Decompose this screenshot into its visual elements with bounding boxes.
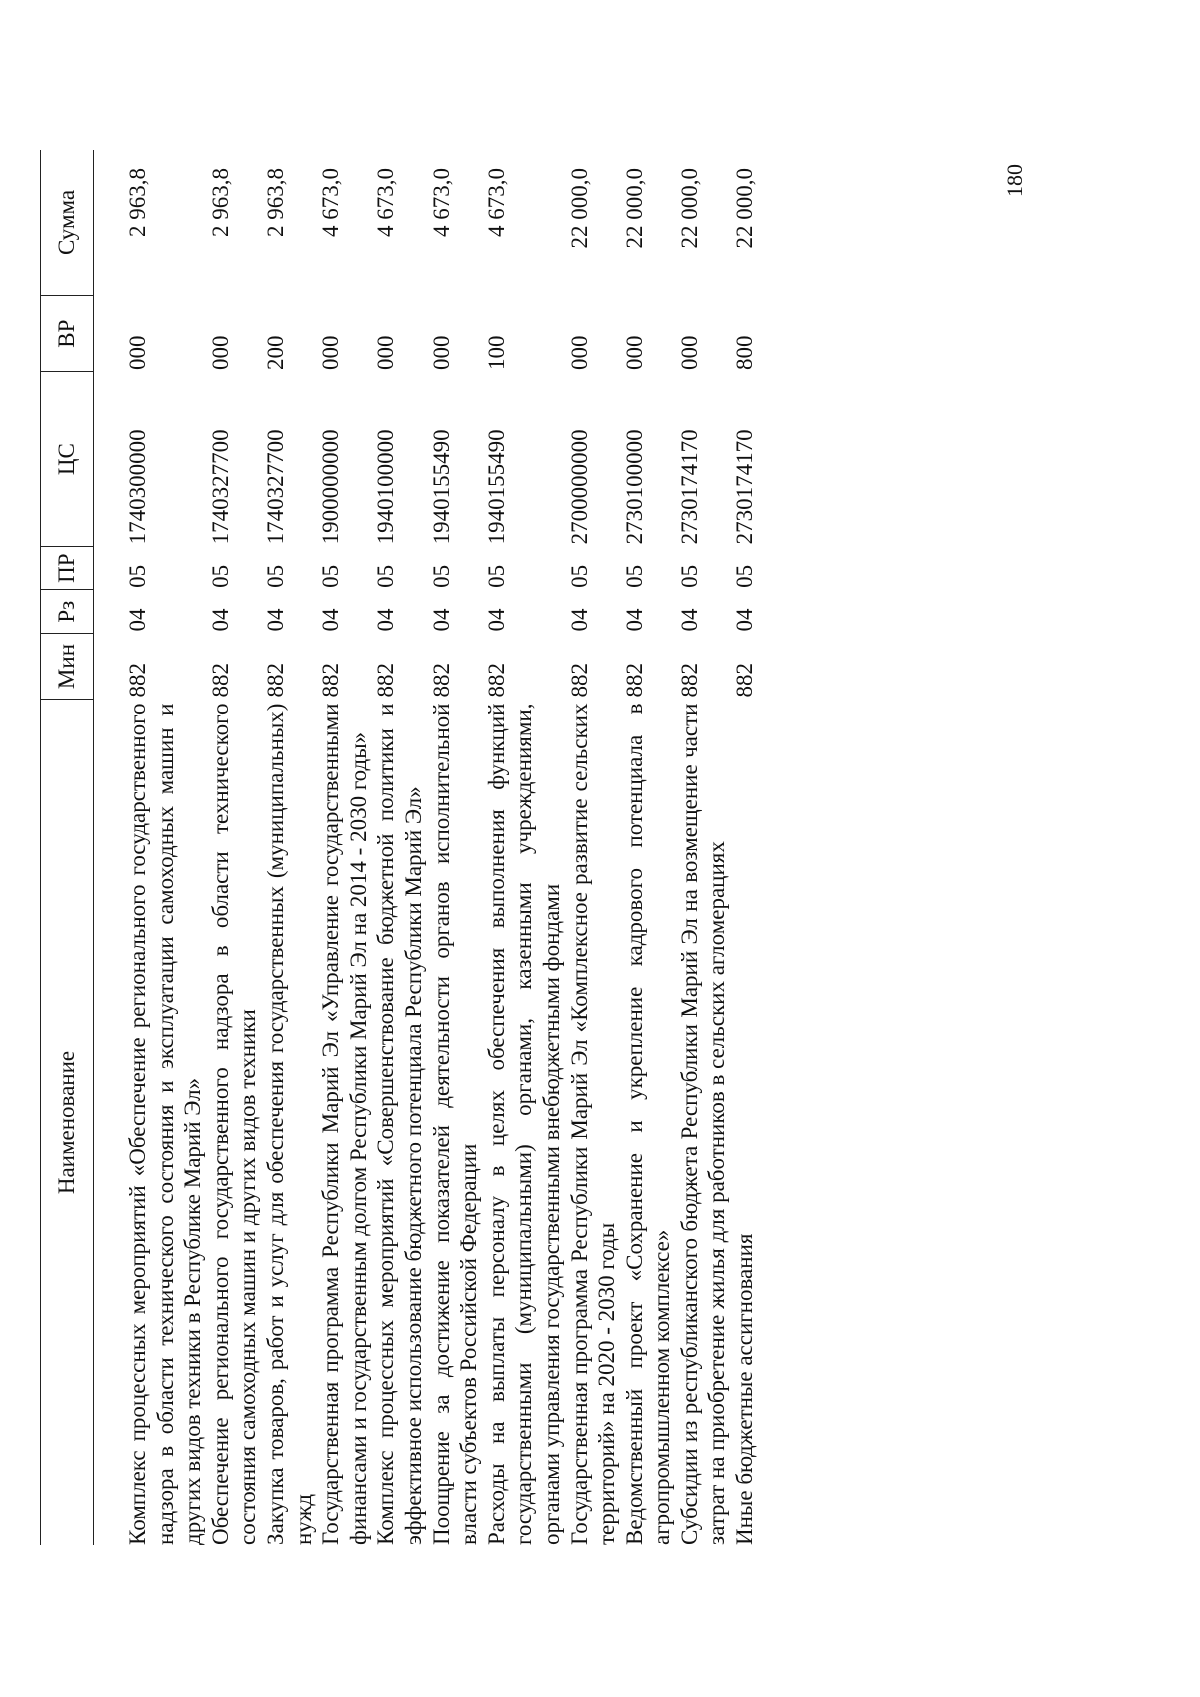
table-row [262,150,317,1545]
cell-sum: 2 963,8 [125,168,150,237]
cell-pr: 05 [428,564,454,588]
table-row [566,150,621,1545]
cell-name: Иные бюджетные ассигнования [732,1233,758,1545]
cell-pr: 05 [732,564,758,588]
cell-sum: 2 963,8 [262,168,288,237]
cell-vr: 000 [207,335,233,370]
cell-cs: 1740327700 [207,429,233,545]
cell-rz: 04 [621,608,647,632]
header-sum: Сумма [41,150,94,295]
cell-min: 882 [566,663,592,698]
cell-pr: 05 [373,564,399,588]
cell-cs: 1740327700 [262,429,288,545]
cell-rz: 04 [428,608,454,632]
header-vr: ВР [41,295,94,372]
cell-rz: 04 [566,608,592,632]
cell-min: 882 [428,663,454,698]
cell-sum: 22 000,0 [676,168,702,249]
cell-cs: 2700000000 [566,429,592,545]
cell-min: 882 [207,663,233,698]
cell-sum: 4 673,0 [373,168,399,237]
table-header-row [41,150,94,1545]
cell-pr: 05 [621,564,647,588]
cell-sum: 4 673,0 [483,168,509,237]
cell-name: Государственная программа Республики Марий Эл «Комплексное развитие сельских территорий» на 2020 - 2030 годы [566,703,620,1545]
cell-vr: 200 [262,335,288,370]
cell-name: Обеспечение регионального государственного надзора в области технического состояния самоходных машин и других видов техники [207,703,261,1545]
table-row [731,150,759,1545]
table-row [428,150,483,1545]
header-rz: Рз [41,590,94,634]
cell-sum: 22 000,0 [621,168,647,249]
cell-rz: 04 [125,608,150,632]
cell-rz: 04 [207,608,233,632]
cell-rz: 04 [732,608,758,632]
cell-name: Комплекс процессных мероприятий «Обеспечение регионального государственного надзора в области технического состояния и эксплуатации самоходных машин и других видов техники в Республике Марий Эл» [125,703,206,1545]
table-row [621,150,676,1545]
cell-min: 882 [621,663,647,698]
cell-name: Субсидии из республиканского бюджета Республики Марий Эл на возмещение части затрат на приобретение жилья для работников в сельских агломерациях [676,703,730,1545]
cell-rz: 04 [676,608,702,632]
cell-rz: 04 [373,608,399,632]
page-number: 180 [1002,164,1027,197]
cell-pr: 05 [483,564,509,588]
cell-vr: 800 [732,335,758,370]
cell-rz: 04 [262,608,288,632]
cell-pr: 05 [566,564,592,588]
cell-sum: 22 000,0 [732,168,758,249]
cell-min: 882 [676,663,702,698]
cell-name: Закупка товаров, работ и услуг для обеспечения государственных (муниципальных) нужд [262,703,316,1545]
cell-vr: 000 [621,335,647,370]
rotated-page [40,164,1050,1545]
cell-cs: 2730100000 [621,429,647,545]
cell-cs: 1940155490 [428,429,454,545]
cell-name: Комплекс процессных мероприятий «Совершенствование бюджетной политики и эффективное использование бюджетного потенциала Республики Марий Эл» [373,703,426,1545]
cell-cs: 1740300000 [125,429,150,545]
cell-cs: 1940100000 [373,429,399,545]
cell-vr: 000 [428,335,454,370]
cell-vr: 000 [125,335,150,370]
cell-pr: 05 [125,564,150,588]
header-min: Мин [41,634,94,700]
table-row [94,150,207,1545]
cell-name: Расходы на выплаты персоналу в целях обеспечения выполнения функций государственными (муниципальными) органами, казенными учреждениями, органами управления государственными внебюджетными фондами [483,703,564,1545]
header-pr: ПР [41,546,94,590]
cell-pr: 05 [207,564,233,588]
cell-vr: 000 [373,335,399,370]
cell-name: Государственная программа Республики Марий Эл «Управление государственными финансами и государственным долгом Республики Марий Эл на 2014 - 2030 годы» [318,703,371,1545]
budget-table [40,150,759,1545]
cell-rz: 04 [483,608,509,632]
cell-sum: 4 673,0 [318,168,344,237]
table-row [207,150,262,1545]
cell-pr: 05 [318,564,344,588]
cell-name: Поощрение за достижение показателей деятельности органов исполнительной власти субъектов Российской Федерации [428,703,482,1545]
cell-pr: 05 [676,564,702,588]
cell-pr: 05 [262,564,288,588]
cell-sum: 4 673,0 [428,168,454,237]
cell-min: 882 [125,663,150,698]
cell-sum: 2 963,8 [207,168,233,237]
cell-cs: 2730174170 [732,429,758,545]
cell-rz: 04 [318,608,344,632]
header-cs: ЦС [41,372,94,546]
cell-min: 882 [373,663,399,698]
cell-min: 882 [732,663,758,698]
cell-vr: 000 [318,335,344,370]
cell-vr: 000 [676,335,702,370]
cell-cs: 2730174170 [676,429,702,545]
cell-vr: 000 [566,335,592,370]
cell-cs: 1900000000 [318,429,344,545]
table-row [483,150,566,1545]
table-body [94,150,759,1545]
cell-name: Ведомственный проект «Сохранение и укрепление кадрового потенциала в агропромышленном комплексе» [621,703,675,1545]
cell-cs: 1940155490 [483,429,509,545]
cell-min: 882 [262,663,288,698]
cell-min: 882 [483,663,509,698]
table-row [372,150,427,1545]
table-row [676,150,731,1545]
cell-vr: 100 [483,335,509,370]
cell-min: 882 [318,663,344,698]
header-name: Наименование [41,700,94,1545]
table-row [317,150,372,1545]
cell-sum: 22 000,0 [566,168,592,249]
